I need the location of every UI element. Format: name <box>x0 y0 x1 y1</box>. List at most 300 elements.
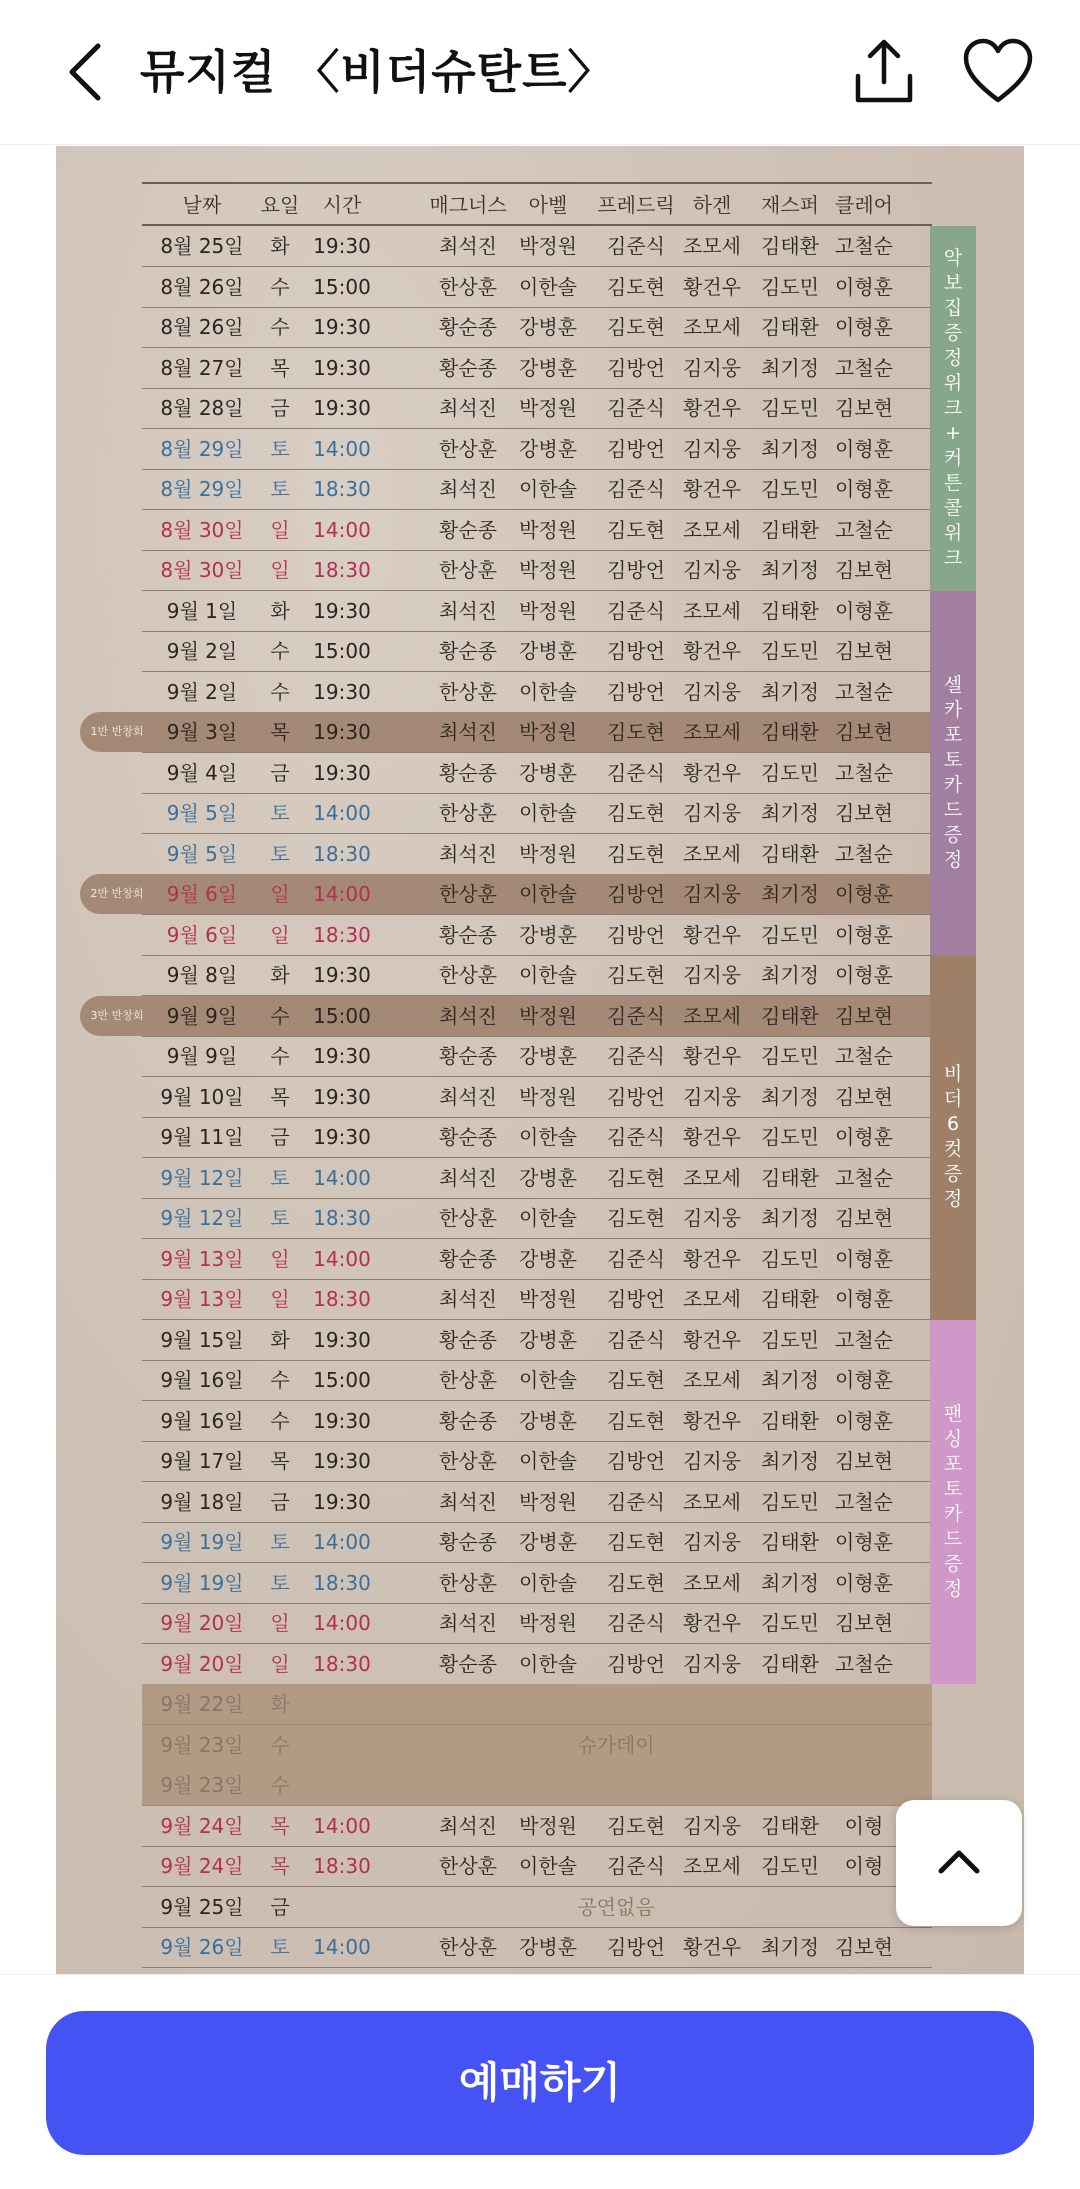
top-navigation-bar <box>0 0 1080 145</box>
cast-cell: 박정원 <box>519 720 577 744</box>
weekday-cell: 수 <box>270 1408 290 1433</box>
cast-cell: 고철순 <box>835 1651 893 1676</box>
date-cell: 8월 28일 <box>160 396 244 420</box>
weekday-cell: 화 <box>270 1692 290 1716</box>
schedule-row <box>142 510 932 551</box>
schedule-row <box>142 1158 932 1199</box>
cast-cell: 김준식 <box>607 234 665 258</box>
cast-cell: 조모세 <box>683 1165 741 1190</box>
column-header: 아벨 <box>528 193 568 217</box>
cast-cell: 김도현 <box>607 801 665 825</box>
time-cell: 15:00 <box>313 1368 371 1392</box>
weekday-cell: 일 <box>270 882 290 906</box>
cast-cell: 김준식 <box>607 1003 665 1028</box>
cast-cell: 조모세 <box>683 1003 741 1028</box>
weekday-cell: 수 <box>270 1773 290 1797</box>
cast-cell: 이한솔 <box>519 1854 577 1878</box>
column-header: 재스퍼 <box>761 193 819 217</box>
schedule-row <box>142 915 932 956</box>
cast-cell: 김태환 <box>761 1165 819 1190</box>
cast-cell: 김지웅 <box>683 1449 741 1473</box>
time-cell: 14:00 <box>313 1813 371 1838</box>
time-cell: 19:30 <box>313 720 371 744</box>
time-cell: 14:00 <box>313 801 371 825</box>
weekday-cell: 토 <box>270 1570 290 1595</box>
weekday-cell: 화 <box>270 1327 290 1352</box>
cast-cell: 한상훈 <box>439 679 497 704</box>
cast-cell: 고철순 <box>835 1489 893 1514</box>
column-header: 매그너스 <box>429 193 507 217</box>
cast-cell: 이형훈 <box>835 882 893 906</box>
cast-cell: 한상훈 <box>439 1570 497 1595</box>
cast-cell: 김준식 <box>607 1854 665 1878</box>
cast-cell: 박정원 <box>519 396 577 420</box>
share-button[interactable] <box>848 34 920 110</box>
cast-cell: 김도현 <box>607 274 665 299</box>
time-cell: 14:00 <box>313 1530 371 1554</box>
cast-cell: 김도현 <box>607 1408 665 1433</box>
schedule-row <box>142 1320 932 1361</box>
schedule-row <box>142 1360 932 1401</box>
cast-cell: 조모세 <box>683 315 741 339</box>
cast-cell: 김태환 <box>761 1530 819 1554</box>
cast-cell: 김도민 <box>761 477 819 501</box>
weekday-cell: 일 <box>270 1287 290 1311</box>
cast-cell: 한상훈 <box>439 274 497 299</box>
share-icon <box>848 34 920 110</box>
cast-cell: 최석진 <box>439 1084 497 1109</box>
cast-cell: 황건우 <box>683 1246 741 1271</box>
cast-cell: 김방언 <box>607 1651 665 1676</box>
schedule-row <box>142 591 932 632</box>
cast-cell: 박정원 <box>519 1611 577 1635</box>
cast-cell: 김도현 <box>607 1813 665 1838</box>
cast-cell: 황건우 <box>683 1935 741 1959</box>
cast-cell: 김방언 <box>607 558 665 582</box>
cast-cell: 강병훈 <box>519 1935 577 1959</box>
cast-cell: 황순종 <box>439 517 497 542</box>
cast-cell: 김보현 <box>835 1003 893 1028</box>
date-cell: 9월 6일 <box>166 882 238 906</box>
bottom-action-bar <box>0 1974 1080 2189</box>
cast-cell: 이형훈 <box>835 436 893 461</box>
column-header: 클레어 <box>835 193 893 217</box>
book-ticket-button[interactable]: 예매하기 <box>46 2011 1034 2155</box>
cast-cell: 이한솔 <box>519 1449 577 1473</box>
cast-cell: 김지웅 <box>683 436 741 461</box>
cast-cell: 한상훈 <box>439 1935 497 1959</box>
time-cell: 19:30 <box>313 1449 371 1473</box>
cast-cell: 최기정 <box>761 355 819 380</box>
merged-note-cell: 슈가데이 <box>577 1732 655 1757</box>
cast-cell: 황건우 <box>683 1611 741 1635</box>
schedule-row <box>142 550 932 591</box>
cast-cell: 김보현 <box>835 1206 893 1230</box>
cast-cell: 김도민 <box>761 1044 819 1068</box>
cast-cell: 김도민 <box>761 760 819 785</box>
cast-cell: 한상훈 <box>439 1854 497 1878</box>
date-cell: 9월 24일 <box>160 1854 244 1878</box>
cast-cell: 김지웅 <box>683 963 741 987</box>
cast-cell: 이한솔 <box>519 679 577 704</box>
cast-cell: 이한솔 <box>519 1651 577 1676</box>
cast-cell: 이한솔 <box>519 1125 577 1149</box>
time-cell: 19:30 <box>313 963 371 987</box>
schedule-header-row <box>142 188 932 222</box>
cast-cell: 김방언 <box>607 1287 665 1311</box>
date-cell: 9월 17일 <box>160 1449 244 1473</box>
weekday-cell: 금 <box>270 760 290 785</box>
schedule-row <box>142 348 932 389</box>
schedule-row <box>142 1522 932 1563</box>
cast-cell: 김도민 <box>761 274 819 299</box>
schedule-row <box>142 1887 932 1928</box>
cast-cell: 이형훈 <box>835 1408 893 1433</box>
cast-cell: 박정원 <box>519 1813 577 1838</box>
cast-cell: 김도현 <box>607 963 665 987</box>
weekday-cell: 금 <box>270 396 290 420</box>
cast-cell: 김보현 <box>835 558 893 582</box>
date-cell: 9월 10일 <box>160 1084 244 1109</box>
schedule-row <box>142 1198 932 1239</box>
cast-cell: 이형훈 <box>835 274 893 299</box>
column-header: 프레드릭 <box>597 193 675 217</box>
date-cell: 9월 18일 <box>160 1489 244 1514</box>
cast-cell: 김태환 <box>761 315 819 339</box>
cast-cell: 황순종 <box>439 1651 497 1676</box>
cast-cell: 황순종 <box>439 1530 497 1554</box>
date-cell: 9월 16일 <box>160 1408 244 1433</box>
cast-cell: 박정원 <box>519 1287 577 1311</box>
cast-cell: 김태환 <box>761 1651 819 1676</box>
schedule-row <box>142 429 932 470</box>
cast-cell: 최기정 <box>761 1935 819 1959</box>
cast-cell: 김보현 <box>835 1611 893 1635</box>
cast-cell: 고철순 <box>835 841 893 866</box>
cast-cell: 이형훈 <box>835 1368 893 1392</box>
cast-cell: 이형훈 <box>835 1570 893 1595</box>
schedule-row <box>142 226 932 267</box>
cast-cell: 김도현 <box>607 841 665 866</box>
time-cell: 14:00 <box>313 517 371 542</box>
cast-cell: 최기정 <box>761 801 819 825</box>
cast-cell: 김방언 <box>607 1449 665 1473</box>
event-band-label: 악보집 증정 위크 + 커튼콜 위크 <box>943 246 963 569</box>
weekday-cell: 토 <box>270 1165 290 1190</box>
cast-cell: 고철순 <box>835 679 893 704</box>
cast-cell: 강병훈 <box>519 639 577 663</box>
cast-cell: 김태환 <box>761 1003 819 1028</box>
weekday-cell: 목 <box>270 1813 290 1838</box>
cast-cell: 강병훈 <box>519 1246 577 1271</box>
time-cell: 19:30 <box>313 598 371 623</box>
cast-cell: 황순종 <box>439 355 497 380</box>
time-cell: 19:30 <box>313 760 371 785</box>
time-cell: 18:30 <box>313 1854 371 1878</box>
time-cell: 18:30 <box>313 1287 371 1311</box>
cast-cell: 이형훈 <box>835 1530 893 1554</box>
weekday-cell: 목 <box>270 1854 290 1878</box>
weekday-cell: 화 <box>270 234 290 258</box>
time-cell: 19:30 <box>313 1044 371 1068</box>
cast-cell: 한상훈 <box>439 801 497 825</box>
date-cell: 9월 5일 <box>166 801 238 825</box>
weekday-cell: 수 <box>270 1368 290 1392</box>
cast-cell: 김준식 <box>607 1125 665 1149</box>
weekday-cell: 일 <box>270 1651 290 1676</box>
date-cell: 9월 19일 <box>160 1570 244 1595</box>
schedule-poster-image <box>56 146 1024 1974</box>
cast-cell: 이형 <box>844 1813 884 1838</box>
cast-cell: 조모세 <box>683 1570 741 1595</box>
cast-cell: 최기정 <box>761 882 819 906</box>
date-cell: 8월 30일 <box>160 558 244 582</box>
date-cell: 9월 8일 <box>166 963 238 987</box>
date-cell: 9월 26일 <box>160 1935 244 1959</box>
cast-cell: 김도민 <box>761 396 819 420</box>
date-cell: 8월 26일 <box>160 274 244 299</box>
time-cell: 19:30 <box>313 234 371 258</box>
cast-cell: 최석진 <box>439 1003 497 1028</box>
cast-cell: 고철순 <box>835 355 893 380</box>
weekday-cell: 목 <box>270 720 290 744</box>
scroll-to-top-button[interactable] <box>896 1800 1022 1926</box>
cast-cell: 이형훈 <box>835 477 893 501</box>
cast-cell: 최기정 <box>761 1570 819 1595</box>
time-cell: 14:00 <box>313 436 371 461</box>
cast-cell: 김도민 <box>761 639 819 663</box>
time-cell: 14:00 <box>313 1165 371 1190</box>
cast-cell: 이형 <box>844 1854 884 1878</box>
cast-cell: 최석진 <box>439 1165 497 1190</box>
cast-cell: 최석진 <box>439 720 497 744</box>
cast-cell: 김방언 <box>607 436 665 461</box>
cast-cell: 김지웅 <box>683 1651 741 1676</box>
weekday-cell: 수 <box>270 315 290 339</box>
cast-cell: 김준식 <box>607 598 665 623</box>
cast-cell: 강병훈 <box>519 760 577 785</box>
schedule-row <box>142 753 932 794</box>
weekday-cell: 수 <box>270 1732 290 1757</box>
schedule-row <box>142 712 932 753</box>
weekday-cell: 수 <box>270 1003 290 1028</box>
event-band-label: 셀카 포토카드 증정 <box>943 673 963 871</box>
cast-cell: 이한솔 <box>519 1368 577 1392</box>
weekday-cell: 토 <box>270 436 290 461</box>
cast-cell: 황건우 <box>683 477 741 501</box>
cast-cell: 황건우 <box>683 639 741 663</box>
schedule-row <box>142 1603 932 1644</box>
chevron-left-icon <box>56 36 128 108</box>
cast-cell: 김지웅 <box>683 882 741 906</box>
cast-cell: 김보현 <box>835 801 893 825</box>
page-title: 뮤지컬 〈비더슈탄트〉 <box>140 45 615 99</box>
cast-cell: 김보현 <box>835 720 893 744</box>
cast-cell: 최기정 <box>761 1368 819 1392</box>
weekday-cell: 금 <box>270 1125 290 1149</box>
time-cell: 18:30 <box>313 558 371 582</box>
like-button[interactable] <box>960 34 1036 110</box>
time-cell: 18:30 <box>313 922 371 947</box>
schedule-row <box>142 874 932 915</box>
schedule-row <box>142 1279 932 1320</box>
weekday-cell: 토 <box>270 1530 290 1554</box>
schedule-row <box>142 1684 932 1725</box>
cast-cell: 김도현 <box>607 315 665 339</box>
cast-cell: 박정원 <box>519 558 577 582</box>
time-cell: 19:30 <box>313 1327 371 1352</box>
weekday-cell: 수 <box>270 274 290 299</box>
weekday-cell: 일 <box>270 558 290 582</box>
cast-cell: 황건우 <box>683 1327 741 1352</box>
time-cell: 18:30 <box>313 841 371 866</box>
time-cell: 14:00 <box>313 1611 371 1635</box>
event-band <box>930 1320 976 1685</box>
cast-cell: 박정원 <box>519 1489 577 1514</box>
cast-cell: 김보현 <box>835 396 893 420</box>
cast-cell: 황건우 <box>683 1408 741 1433</box>
weekday-cell: 토 <box>270 801 290 825</box>
time-cell: 14:00 <box>313 882 371 906</box>
time-cell: 19:30 <box>313 1084 371 1109</box>
weekday-cell: 화 <box>270 598 290 623</box>
cast-cell: 이형훈 <box>835 1246 893 1271</box>
cast-cell: 이한솔 <box>519 477 577 501</box>
cast-cell: 강병훈 <box>519 922 577 947</box>
chevron-up-icon <box>896 1800 1022 1926</box>
cast-cell: 김도민 <box>761 1611 819 1635</box>
cast-cell: 최석진 <box>439 598 497 623</box>
cast-cell: 김도현 <box>607 720 665 744</box>
schedule-row <box>142 388 932 429</box>
time-cell: 18:30 <box>313 1651 371 1676</box>
cast-cell: 김지웅 <box>683 679 741 704</box>
cast-cell: 이형훈 <box>835 1287 893 1311</box>
cast-cell: 김지웅 <box>683 355 741 380</box>
date-cell: 8월 27일 <box>160 355 244 380</box>
reunion-tag: 2반 반창회 <box>80 874 154 914</box>
cast-cell: 최기정 <box>761 1449 819 1473</box>
cast-cell: 김지웅 <box>683 801 741 825</box>
cast-cell: 고철순 <box>835 234 893 258</box>
cast-cell: 김보현 <box>835 639 893 663</box>
cast-cell: 최기정 <box>761 1084 819 1109</box>
time-cell: 14:00 <box>313 1935 371 1959</box>
date-cell: 9월 25일 <box>160 1894 244 1919</box>
cast-cell: 김방언 <box>607 922 665 947</box>
cast-cell: 황순종 <box>439 1246 497 1271</box>
date-cell: 9월 16일 <box>160 1368 244 1392</box>
cast-cell: 김태환 <box>761 598 819 623</box>
date-cell: 8월 29일 <box>160 477 244 501</box>
cast-cell: 최석진 <box>439 1813 497 1838</box>
cast-cell: 김방언 <box>607 679 665 704</box>
cast-cell: 김방언 <box>607 639 665 663</box>
cast-cell: 한상훈 <box>439 1206 497 1230</box>
cast-cell: 황건우 <box>683 1125 741 1149</box>
cast-cell: 김지웅 <box>683 558 741 582</box>
date-cell: 9월 6일 <box>166 922 238 947</box>
weekday-cell: 목 <box>270 1449 290 1473</box>
cast-cell: 박정원 <box>519 234 577 258</box>
event-band-label: 비더 6컷 증정 <box>943 1063 963 1211</box>
cast-cell: 김보현 <box>835 1935 893 1959</box>
time-cell: 15:00 <box>313 1003 371 1028</box>
cast-cell: 최석진 <box>439 396 497 420</box>
reunion-tag: 3반 반창회 <box>80 996 154 1036</box>
cast-cell: 김준식 <box>607 1044 665 1068</box>
cast-cell: 이형훈 <box>835 963 893 987</box>
date-cell: 9월 9일 <box>166 1044 238 1068</box>
time-cell: 19:30 <box>313 396 371 420</box>
date-cell: 9월 1일 <box>166 598 238 623</box>
time-cell: 14:00 <box>313 1246 371 1271</box>
weekday-cell: 토 <box>270 1206 290 1230</box>
cast-cell: 박정원 <box>519 1084 577 1109</box>
cast-cell: 김도민 <box>761 1327 819 1352</box>
date-cell: 9월 2일 <box>166 679 238 704</box>
cast-cell: 조모세 <box>683 1368 741 1392</box>
merged-note-cell: 공연없음 <box>577 1894 655 1919</box>
schedule-row <box>142 1117 932 1158</box>
schedule-row <box>142 955 932 996</box>
schedule-row <box>142 1563 932 1604</box>
cast-cell: 조모세 <box>683 841 741 866</box>
cast-cell: 김방언 <box>607 1084 665 1109</box>
weekday-cell: 금 <box>270 1894 290 1919</box>
cast-cell: 한상훈 <box>439 1368 497 1392</box>
cast-cell: 박정원 <box>519 841 577 866</box>
date-cell: 9월 13일 <box>160 1246 244 1271</box>
cast-cell: 황순종 <box>439 1408 497 1433</box>
cast-cell: 강병훈 <box>519 315 577 339</box>
cast-cell: 김준식 <box>607 1489 665 1514</box>
weekday-cell: 수 <box>270 1044 290 1068</box>
date-cell: 8월 25일 <box>160 234 244 258</box>
cast-cell: 고철순 <box>835 1165 893 1190</box>
cast-cell: 조모세 <box>683 234 741 258</box>
cast-cell: 김준식 <box>607 396 665 420</box>
cast-cell: 김준식 <box>607 477 665 501</box>
cast-cell: 이형훈 <box>835 315 893 339</box>
cast-cell: 김방언 <box>607 882 665 906</box>
cast-cell: 한상훈 <box>439 882 497 906</box>
cast-cell: 고철순 <box>835 1044 893 1068</box>
cast-cell: 한상훈 <box>439 1449 497 1473</box>
weekday-cell: 수 <box>270 679 290 704</box>
cast-cell: 김보현 <box>835 1084 893 1109</box>
schedule-row <box>142 631 932 672</box>
cast-cell: 김도민 <box>761 1489 819 1514</box>
cast-cell: 황건우 <box>683 1044 741 1068</box>
back-button[interactable] <box>56 36 128 108</box>
cast-cell: 김태환 <box>761 1287 819 1311</box>
cast-cell: 김태환 <box>761 1408 819 1433</box>
cast-cell: 박정원 <box>519 517 577 542</box>
weekday-cell: 토 <box>270 841 290 866</box>
cast-cell: 김준식 <box>607 1611 665 1635</box>
weekday-cell: 토 <box>270 1935 290 1959</box>
column-header: 시간 <box>322 193 362 217</box>
cast-cell: 최기정 <box>761 679 819 704</box>
weekday-cell: 일 <box>270 1246 290 1271</box>
cast-cell: 고철순 <box>835 517 893 542</box>
cast-cell: 고철순 <box>835 760 893 785</box>
schedule-row <box>142 1401 932 1442</box>
time-cell: 19:30 <box>313 355 371 380</box>
cast-cell: 조모세 <box>683 517 741 542</box>
cast-cell: 이형훈 <box>835 922 893 947</box>
